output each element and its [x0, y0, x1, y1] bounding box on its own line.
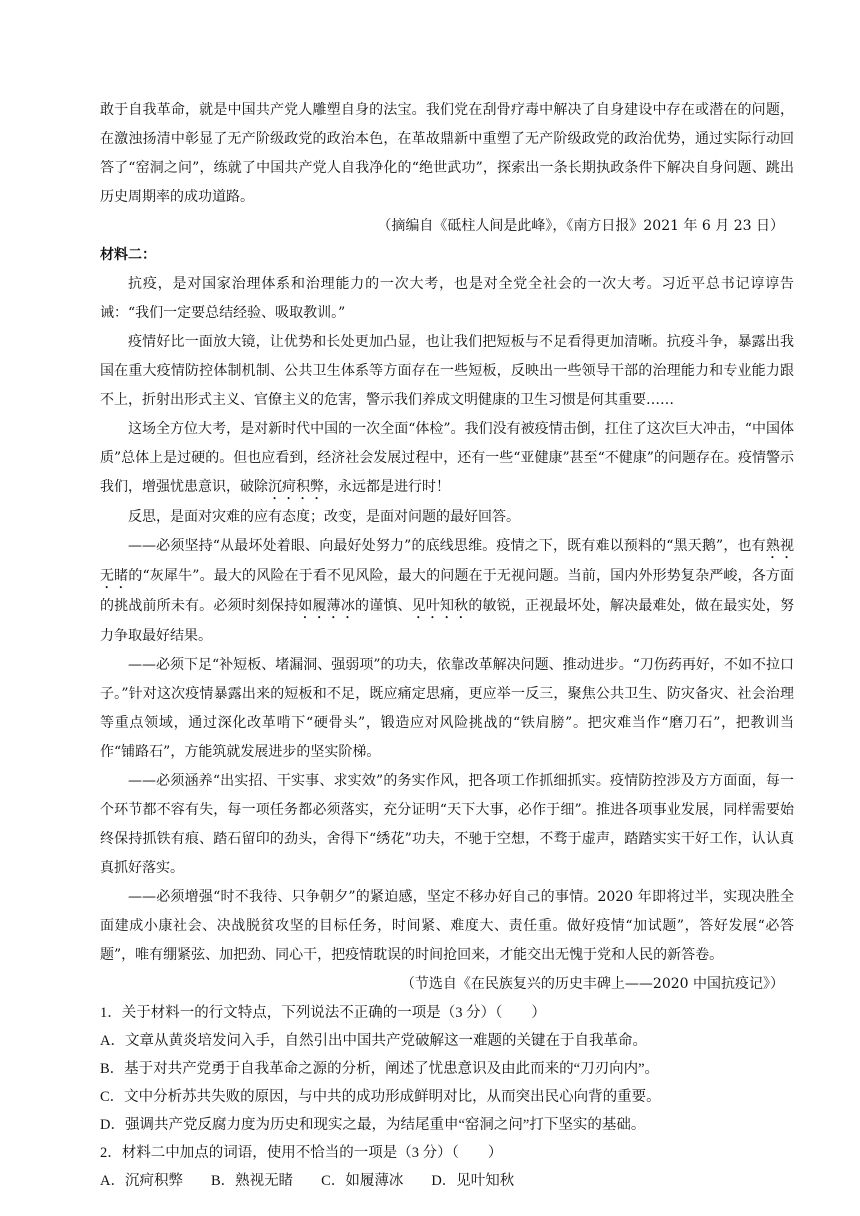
material-one-source: （摘编自《砥柱人间是此峰》，《南方日报》2021 年 6 月 23 日） [377, 218, 784, 234]
question-2-option-b: B．熟视无睹 [210, 1173, 294, 1189]
material-two-paragraph-1: 抗疫，是对国家治理体系和治理能力的一次大考，也是对全党全社会的一次大考。习近平总书记谆谆告诫：“我们一定要总结经验、吸取教训。” [100, 276, 794, 321]
material-two-paragraph-8: ——必须增强“时不我待、只争朝夕”的紧迫感，坚定不移办好自己的事情。2020 年即将过半，实现决胜全面建成小康社会、决战脱贫攻坚的目标任务，时间紧、难度大、责任重。做好疫情“加试题”，答好发展“必答题”，唯有绷紧弦、加把劲、同心干，把疫情耽误的时间抢回来，才能交出无愧于党和人民的新答卷。 [100, 889, 794, 963]
question-1-option-c: C．文中分析苏共失败的原因，与中共的成功形成鲜明对比，从而突出民心向背的重要。 [100, 1089, 661, 1105]
question-2-options [100, 1167, 794, 1195]
material-two-paragraph-7: ——必须涵养“出实招、干实事、求实效”的务实作风，把各项工作抓细抓实。疫情防控涉及方方面面，每一个环节都不容有失，每一项任务都必须落实，充分证明“天下大事，必作于细”。推进各项事业发展，同样需要始终保持抓铁有痕、踏石留印的劲头，舍得下“绣花”功夫，不驰于空想，不骛于虚声，踏踏实实干好工作，认认真真抓好落实。 [100, 773, 794, 876]
material-two-source: （节选自《在民族复兴的历史丰碑上——2020 中国抗疫记》） [400, 976, 784, 992]
material-two-paragraph-5 [100, 532, 794, 651]
dotted-term-rulvbobing: 如履薄冰 [298, 598, 356, 614]
material-two-paragraph-4: 反思，是面对灾难的应有态度；改变，是面对问题的最好回答。 [128, 509, 520, 525]
p5-text-a: ——必须坚持“从最坏处着眼、向最好处努力”的底线思维。疫情之下，既有难以预料的“黑天鹅”，也有 [128, 538, 766, 554]
question-2-option-a: A．沉疴积弊 [100, 1173, 183, 1189]
p3-text-a: 这场全方位大考，是对新时代中国的一次全面“体检”。我们没有被疫情击倒，扛住了这次巨大冲击，“中国体质”总体上是过硬的。但也应看到，经济社会发展过程中，还有一些“亚健康”甚至“不健康”的问题存在。疫情警示我们，增强忧患意识，破除 [100, 421, 794, 495]
p5-text-b: 的“灰犀牛”。最大的风险在于看不见风险，最大的问题在于无视问题。当前，国内外形势复杂严峻，各方面的挑战前所未有。必须时刻保持 [100, 568, 795, 614]
p3-text-b: ，永远都是进行时！ [324, 479, 450, 495]
question-1-option-a: A．文章从黄炎培发问入手，自然引出中国共产党破解这一难题的关键在于自我革命。 [100, 1033, 647, 1049]
material-two-paragraph-6: ——必须下足“补短板、堵漏洞、强弱项”的功夫，依靠改革解决问题、推动进步。“刀伤药再好，不如不拉口子。”针对这次疫情暴露出来的短板和不足，既应痛定思痛，更应举一反三，聚焦公共卫生、防灾备灾、社会治理等重点领域，通过深化改革啃下“硬骨头”，锻造应对风险挑战的“铁肩膀”。把灾难当作“磨刀石”，把教训当作“铺路石”，方能筑就发展进步的坚实阶梯。 [100, 657, 794, 760]
material-two-paragraph-3 [100, 415, 794, 503]
dotted-term-jianyezhiqiu: 见叶知秋 [411, 598, 469, 614]
question-1-option-d: D．强调共产党反腐力度为历史和现实之最，为结尾重申“窑洞之问”打下坚实的基础。 [100, 1117, 646, 1133]
dotted-term-shushiwudu: 熟视无睹 [100, 538, 795, 584]
question-2-stem: 2．材料二中加点的词语，使用不恰当的一项是（3 分）（ ） [100, 1145, 503, 1161]
material-one-continuation: 敢于自我革命，就是中国共产党人雕塑自身的法宝。我们党在刮骨疗毒中解决了自身建设中存在或潜在的问题，在激浊扬清中彰显了无产阶级政党的政治本色，在革故鼎新中重塑了无产阶级政党的政治优势，通过实际行动回答了“窑洞之问”，练就了中国共产党人自我净化的“绝世武功”，探索出一条长期执政条件下解决自身问题、跳出历史周期率的成功道路。 [100, 102, 794, 205]
question-1-stem: 1．关于材料一的行文特点，下列说法不正确的一项是（3 分）（ ） [100, 1005, 546, 1021]
question-1-option-b: B．基于对共产党勇于自我革命之源的分析，阐述了忧患意识及由此而来的“刀刃向内”。 [100, 1061, 660, 1077]
p5-text-d: 的敏锐，正视最坏处，解决最难处，做在最实处，努力争取最好结果。 [100, 598, 795, 644]
question-2-option-c: C．如履薄冰 [321, 1173, 404, 1189]
question-2-option-d: D．见叶知秋 [431, 1173, 515, 1189]
material-two-heading: 材料二： [100, 247, 156, 263]
material-two-paragraph-2: 疫情好比一面放大镜，让优势和长处更加凸显，也让我们把短板与不足看得更加清晰。抗疫斗争，暴露出我国在重大疫情防控体制机制、公共卫生体系等方面存在一些短板，反映出一些领导干部的治理能力和专业能力跟不上，折射出形式主义、官僚主义的危害，警示我们养成文明健康的卫生习惯是何其重要…… [100, 334, 794, 408]
dotted-term-chenkejibi: 沉疴积弊 [268, 479, 324, 495]
p5-text-c: 的谨慎、 [355, 598, 412, 614]
